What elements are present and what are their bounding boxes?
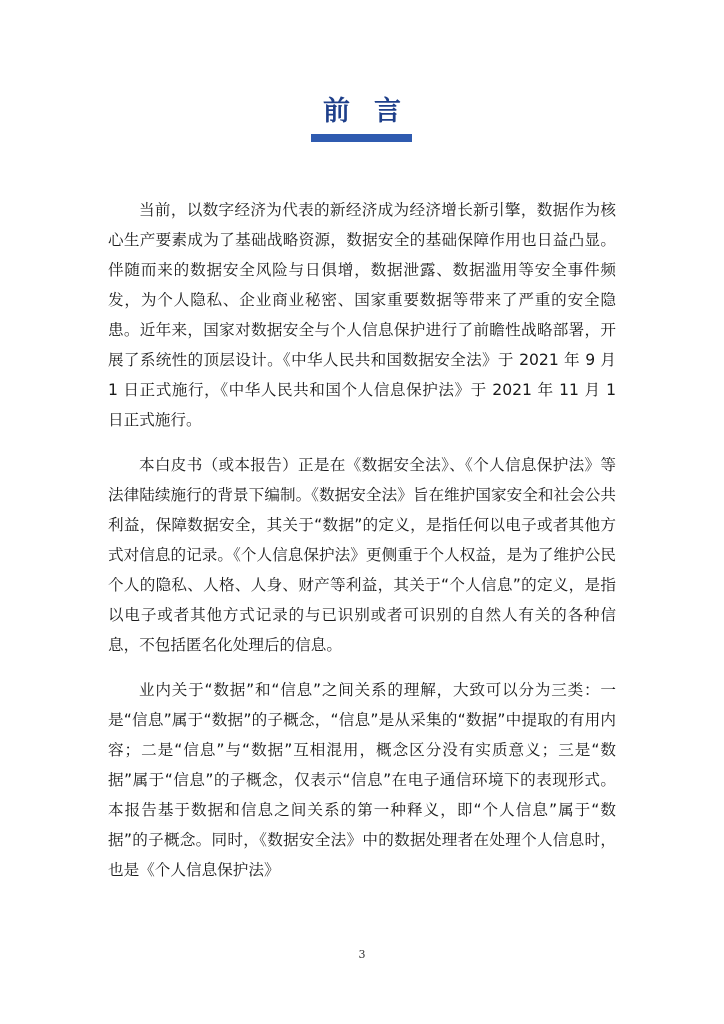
paragraph-3: 业内关于“数据”和“信息”之间关系的理解，大致可以分为三类：一是“信息”属于“数据”的子概念，“信息”是从采集的“数据”中提取的有用内容；二是“信息”与“数据”互相混用，概念区分没有实质意义；三是“数据”属于“信息”的子概念，仅表示“信息”在电子通信环境下的表现形式。本报告基于数据和信息之间关系的第一种释义，即“个人信息”属于“数据”的子概念。同时，《数据安全法》中的数据处理者在处理个人信息时，也是《个人信息保护法》 <box>108 681 616 879</box>
page-number: 3 <box>358 948 366 961</box>
body-text <box>108 195 616 885</box>
section-heading <box>0 92 724 132</box>
paragraph-2: 本白皮书（或本报告）正是在《数据安全法》、《个人信息保护法》等法律陆续施行的背景下编制。《数据安全法》旨在维护国家安全和社会公共利益，保障数据安全，其关于“数据”的定义，是指任何以电子或者其他方式对信息的记录。《个人信息保护法》更侧重于个人权益，是为了维护公民个人的隐私、人格、人身、财产等利益，其关于“个人信息”的定义，是指以电子或者其他方式记录的与已识别或者可识别的自然人有关的各种信息，不包括匿名化处理后的信息。 <box>108 456 616 654</box>
heading-title: 前言 <box>323 96 425 127</box>
paragraph-1: 当前，以数字经济为代表的新经济成为经济增长新引擎，数据作为核心生产要素成为了基础战略资源，数据安全的基础保障作用也日益凸显。伴随而来的数据安全风险与日俱增，数据泄露、数据滥用等安全事件频发，为个人隐私、企业商业秘密、国家重要数据等带来了严重的安全隐患。近年来，国家对数据安全与个人信息保护进行了前瞻性战略部署，开展了系统性的顶层设计。《中华人民共和国数据安全法》于 2021 年 9 月 1 日正式施行，《中华人民共和国个人信息保护法》于 2021 年 11 月 1 日正式施行。 <box>108 201 616 429</box>
heading-underline-bar <box>311 134 412 142</box>
